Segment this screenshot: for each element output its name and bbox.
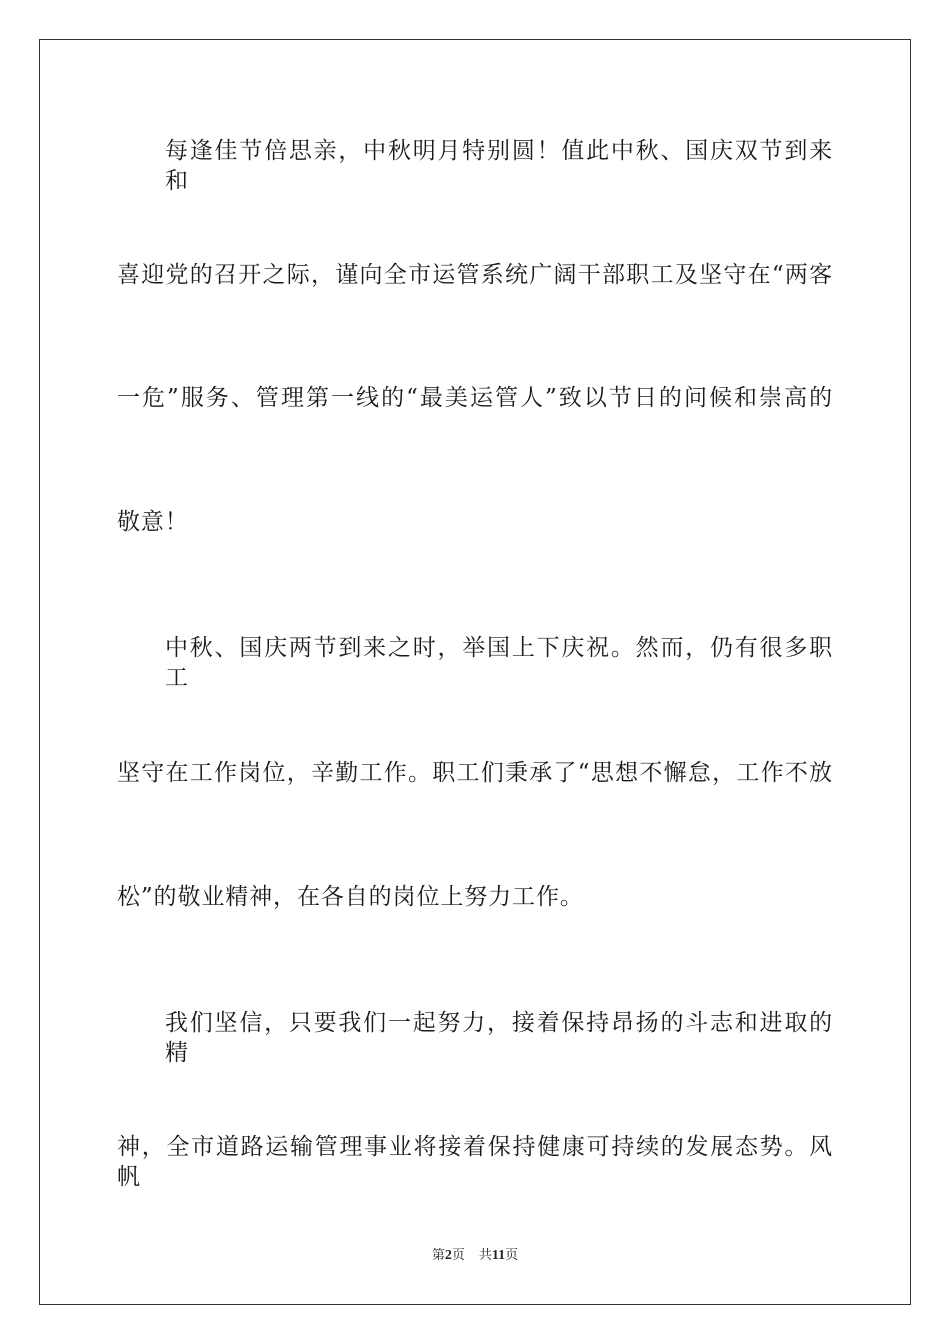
total-pages: 11 bbox=[491, 1248, 506, 1263]
page-suffix: 页 bbox=[451, 1248, 465, 1263]
total-suffix: 页 bbox=[505, 1248, 519, 1263]
page-footer bbox=[0, 1247, 950, 1265]
paragraph-1-line-4: 敬意！ bbox=[117, 509, 189, 535]
page-prefix: 第 bbox=[431, 1248, 445, 1263]
paragraph-1-line-1: 每逢佳节倍思亲，中秋明月特别圆！值此中秋、国庆双节到来和 bbox=[165, 138, 833, 194]
paragraph-2-line-3: 松”的敬业精神，在各自的岗位上努力工作。 bbox=[117, 884, 584, 910]
total-prefix: 共 bbox=[478, 1248, 492, 1263]
paragraph-3-line-2: 神，全市道路运输管理事业将接着保持健康可持续的发展态势。风帆 bbox=[117, 1134, 833, 1190]
page-number: 2 bbox=[444, 1248, 452, 1263]
paragraph-1-line-2: 喜迎党的召开之际，谨向全市运管系统广阔干部职工及坚守在“两客 bbox=[117, 262, 833, 288]
paragraph-2-line-2: 坚守在工作岗位，辛勤工作。职工们秉承了“思想不懈怠，工作不放 bbox=[117, 760, 833, 786]
paragraph-1-line-3: 一危”服务、管理第一线的“最美运管人”致以节日的问候和崇高的 bbox=[117, 385, 833, 411]
paragraph-2-line-1: 中秋、国庆两节到来之时，举国上下庆祝。然而，仍有很多职工 bbox=[165, 635, 833, 691]
paragraph-3-line-1: 我们坚信，只要我们一起努力，接着保持昂扬的斗志和进取的精 bbox=[165, 1010, 833, 1066]
